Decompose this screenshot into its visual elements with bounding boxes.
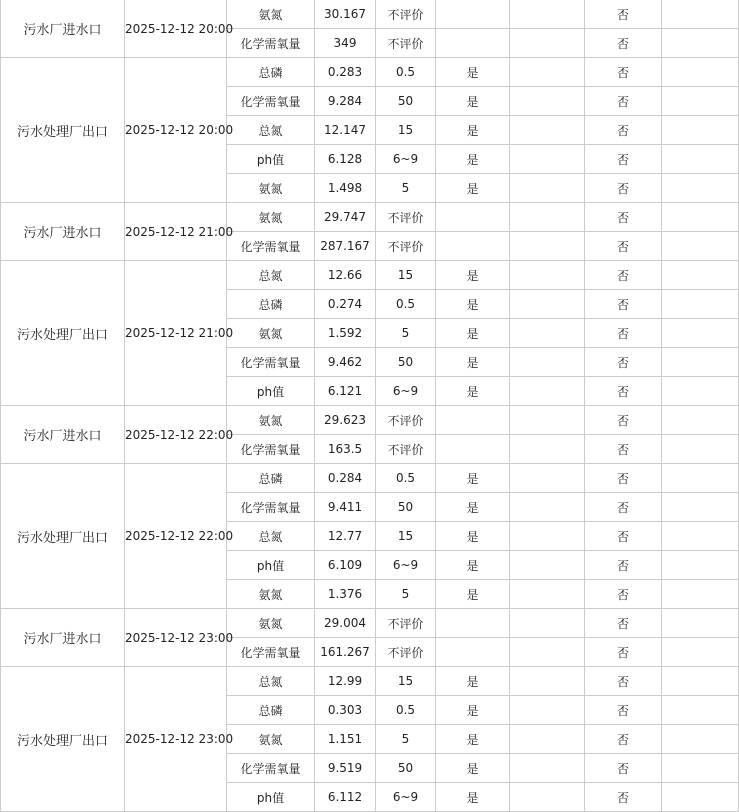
measured-value-cell: 1.376: [315, 580, 376, 609]
standard-limit-cell: 5: [376, 174, 436, 203]
pollutant-cell: 化学需氧量: [227, 232, 315, 261]
empty-cell: [510, 174, 585, 203]
exceed-cell: 否: [585, 87, 662, 116]
standard-limit-cell: 50: [376, 348, 436, 377]
pollutant-cell: 氨氮: [227, 609, 315, 638]
exceed-cell: 否: [585, 232, 662, 261]
standard-limit-cell: 6~9: [376, 377, 436, 406]
standard-limit-cell: 不评价: [376, 232, 436, 261]
compliant-cell: [436, 29, 510, 58]
compliant-cell: 是: [436, 783, 510, 812]
standard-limit-cell: 6~9: [376, 145, 436, 174]
measured-value-cell: 6.128: [315, 145, 376, 174]
standard-limit-cell: 5: [376, 319, 436, 348]
monitor-time-cell: 2025-12-12 20:00: [125, 58, 227, 203]
pollutant-cell: 氨氮: [227, 580, 315, 609]
empty-cell: [510, 522, 585, 551]
measured-value-cell: 6.109: [315, 551, 376, 580]
empty-cell: [510, 464, 585, 493]
measured-value-cell: 0.274: [315, 290, 376, 319]
measured-value-cell: 0.284: [315, 464, 376, 493]
compliant-cell: 是: [436, 377, 510, 406]
measured-value-cell: 9.462: [315, 348, 376, 377]
empty-cell: [662, 290, 739, 319]
exceed-cell: 否: [585, 174, 662, 203]
exceed-cell: 否: [585, 145, 662, 174]
measured-value-cell: 12.66: [315, 261, 376, 290]
exceed-cell: 否: [585, 725, 662, 754]
exceed-cell: 否: [585, 348, 662, 377]
compliant-cell: 是: [436, 551, 510, 580]
standard-limit-cell: 15: [376, 522, 436, 551]
standard-limit-cell: 不评价: [376, 29, 436, 58]
measured-value-cell: 29.747: [315, 203, 376, 232]
table-row: [1, 58, 739, 87]
empty-cell: [510, 29, 585, 58]
empty-cell: [510, 145, 585, 174]
empty-cell: [662, 145, 739, 174]
compliant-cell: 是: [436, 696, 510, 725]
empty-cell: [662, 29, 739, 58]
exceed-cell: 否: [585, 319, 662, 348]
empty-cell: [662, 232, 739, 261]
exceed-cell: 否: [585, 609, 662, 638]
monitor-time-cell: 2025-12-12 20:00: [125, 0, 227, 58]
table-row: [1, 609, 739, 638]
empty-cell: [510, 319, 585, 348]
compliant-cell: 是: [436, 348, 510, 377]
empty-cell: [662, 319, 739, 348]
pollutant-cell: 氨氮: [227, 406, 315, 435]
compliant-cell: 是: [436, 580, 510, 609]
pollutant-cell: 化学需氧量: [227, 435, 315, 464]
empty-cell: [510, 435, 585, 464]
compliant-cell: [436, 232, 510, 261]
exceed-cell: 否: [585, 0, 662, 29]
measured-value-cell: 1.498: [315, 174, 376, 203]
compliant-cell: [436, 203, 510, 232]
site-name-cell: 污水处理厂出口: [1, 667, 125, 812]
standard-limit-cell: 15: [376, 667, 436, 696]
compliant-cell: [436, 0, 510, 29]
pollutant-cell: 总氮: [227, 522, 315, 551]
exceed-cell: 否: [585, 464, 662, 493]
empty-cell: [510, 0, 585, 29]
standard-limit-cell: 不评价: [376, 435, 436, 464]
standard-limit-cell: 5: [376, 725, 436, 754]
table-row: [1, 406, 739, 435]
monitor-time-cell: 2025-12-12 21:00: [125, 261, 227, 406]
empty-cell: [662, 493, 739, 522]
pollutant-cell: 化学需氧量: [227, 348, 315, 377]
pollutant-cell: ph值: [227, 145, 315, 174]
empty-cell: [662, 435, 739, 464]
empty-cell: [510, 87, 585, 116]
compliant-cell: 是: [436, 522, 510, 551]
monitor-time-cell: 2025-12-12 22:00: [125, 464, 227, 609]
compliant-cell: 是: [436, 319, 510, 348]
site-name-cell: 污水处理厂出口: [1, 261, 125, 406]
pollutant-cell: ph值: [227, 551, 315, 580]
measured-value-cell: 29.623: [315, 406, 376, 435]
monitor-time-cell: 2025-12-12 23:00: [125, 667, 227, 812]
pollutant-cell: 化学需氧量: [227, 638, 315, 667]
empty-cell: [662, 638, 739, 667]
measured-value-cell: 1.151: [315, 725, 376, 754]
standard-limit-cell: 0.5: [376, 696, 436, 725]
pollutant-cell: 总磷: [227, 290, 315, 319]
standard-limit-cell: 5: [376, 580, 436, 609]
pollutant-cell: 总氮: [227, 667, 315, 696]
empty-cell: [662, 667, 739, 696]
compliant-cell: 是: [436, 725, 510, 754]
empty-cell: [662, 261, 739, 290]
empty-cell: [510, 232, 585, 261]
site-name-cell: 污水厂进水口: [1, 203, 125, 261]
standard-limit-cell: 6~9: [376, 551, 436, 580]
measured-value-cell: 9.284: [315, 87, 376, 116]
standard-limit-cell: 0.5: [376, 58, 436, 87]
site-name-cell: 污水厂进水口: [1, 406, 125, 464]
measured-value-cell: 12.99: [315, 667, 376, 696]
empty-cell: [510, 696, 585, 725]
empty-cell: [662, 609, 739, 638]
exceed-cell: 否: [585, 638, 662, 667]
compliant-cell: 是: [436, 116, 510, 145]
measured-value-cell: 161.267: [315, 638, 376, 667]
pollutant-cell: 氨氮: [227, 174, 315, 203]
monitor-time-cell: 2025-12-12 21:00: [125, 203, 227, 261]
standard-limit-cell: 15: [376, 261, 436, 290]
empty-cell: [662, 406, 739, 435]
exceed-cell: 否: [585, 58, 662, 87]
compliant-cell: [436, 406, 510, 435]
exceed-cell: 否: [585, 29, 662, 58]
empty-cell: [510, 116, 585, 145]
site-name-cell: 污水处理厂出口: [1, 464, 125, 609]
empty-cell: [510, 203, 585, 232]
empty-cell: [662, 580, 739, 609]
exceed-cell: 否: [585, 493, 662, 522]
empty-cell: [510, 609, 585, 638]
site-name-cell: 污水厂进水口: [1, 609, 125, 667]
measured-value-cell: 29.004: [315, 609, 376, 638]
standard-limit-cell: 不评价: [376, 609, 436, 638]
compliant-cell: 是: [436, 464, 510, 493]
exceed-cell: 否: [585, 261, 662, 290]
empty-cell: [662, 348, 739, 377]
empty-cell: [662, 551, 739, 580]
standard-limit-cell: 6~9: [376, 783, 436, 812]
standard-limit-cell: 50: [376, 493, 436, 522]
empty-cell: [662, 696, 739, 725]
measured-value-cell: 349: [315, 29, 376, 58]
monitor-time-cell: 2025-12-12 22:00: [125, 406, 227, 464]
exceed-cell: 否: [585, 783, 662, 812]
table-row: [1, 0, 739, 29]
measured-value-cell: 12.77: [315, 522, 376, 551]
empty-cell: [510, 377, 585, 406]
site-name-cell: 污水厂进水口: [1, 0, 125, 58]
empty-cell: [510, 261, 585, 290]
compliant-cell: 是: [436, 174, 510, 203]
empty-cell: [662, 754, 739, 783]
pollutant-cell: 总氮: [227, 116, 315, 145]
monitor-time-cell: 2025-12-12 23:00: [125, 609, 227, 667]
pollutant-cell: 总磷: [227, 58, 315, 87]
standard-limit-cell: 不评价: [376, 638, 436, 667]
exceed-cell: 否: [585, 406, 662, 435]
exceed-cell: 否: [585, 522, 662, 551]
empty-cell: [662, 464, 739, 493]
standard-limit-cell: 50: [376, 87, 436, 116]
empty-cell: [662, 116, 739, 145]
empty-cell: [510, 783, 585, 812]
table-row: [1, 667, 739, 696]
empty-cell: [662, 174, 739, 203]
pollutant-cell: 化学需氧量: [227, 754, 315, 783]
pollutant-cell: 氨氮: [227, 0, 315, 29]
pollutant-cell: 化学需氧量: [227, 493, 315, 522]
empty-cell: [510, 754, 585, 783]
exceed-cell: 否: [585, 290, 662, 319]
exceed-cell: 否: [585, 754, 662, 783]
exceed-cell: 否: [585, 580, 662, 609]
measured-value-cell: 163.5: [315, 435, 376, 464]
table-row: [1, 261, 739, 290]
compliant-cell: 是: [436, 290, 510, 319]
monitoring-table-body: [1, 0, 739, 812]
measured-value-cell: 9.411: [315, 493, 376, 522]
empty-cell: [662, 87, 739, 116]
pollutant-cell: 化学需氧量: [227, 87, 315, 116]
pollutant-cell: ph值: [227, 377, 315, 406]
compliant-cell: [436, 609, 510, 638]
standard-limit-cell: 15: [376, 116, 436, 145]
compliant-cell: 是: [436, 87, 510, 116]
exceed-cell: 否: [585, 377, 662, 406]
compliant-cell: 是: [436, 145, 510, 174]
empty-cell: [662, 725, 739, 754]
empty-cell: [510, 725, 585, 754]
measured-value-cell: 9.519: [315, 754, 376, 783]
pollutant-cell: 氨氮: [227, 725, 315, 754]
empty-cell: [662, 58, 739, 87]
empty-cell: [510, 493, 585, 522]
measured-value-cell: 6.121: [315, 377, 376, 406]
measured-value-cell: 0.303: [315, 696, 376, 725]
standard-limit-cell: 不评价: [376, 406, 436, 435]
measured-value-cell: 0.283: [315, 58, 376, 87]
measured-value-cell: 1.592: [315, 319, 376, 348]
empty-cell: [510, 290, 585, 319]
exceed-cell: 否: [585, 551, 662, 580]
empty-cell: [510, 58, 585, 87]
empty-cell: [662, 377, 739, 406]
pollutant-cell: ph值: [227, 783, 315, 812]
exceed-cell: 否: [585, 435, 662, 464]
empty-cell: [510, 580, 585, 609]
pollutant-cell: 氨氮: [227, 319, 315, 348]
standard-limit-cell: 不评价: [376, 0, 436, 29]
exceed-cell: 否: [585, 696, 662, 725]
compliant-cell: [436, 435, 510, 464]
site-name-cell: 污水处理厂出口: [1, 58, 125, 203]
empty-cell: [510, 348, 585, 377]
measured-value-cell: 287.167: [315, 232, 376, 261]
table-row: [1, 464, 739, 493]
measured-value-cell: 6.112: [315, 783, 376, 812]
measured-value-cell: 30.167: [315, 0, 376, 29]
empty-cell: [510, 551, 585, 580]
pollutant-cell: 总磷: [227, 464, 315, 493]
compliant-cell: 是: [436, 261, 510, 290]
measured-value-cell: 12.147: [315, 116, 376, 145]
compliant-cell: 是: [436, 754, 510, 783]
empty-cell: [662, 203, 739, 232]
empty-cell: [662, 522, 739, 551]
pollutant-cell: 化学需氧量: [227, 29, 315, 58]
standard-limit-cell: 不评价: [376, 203, 436, 232]
exceed-cell: 否: [585, 203, 662, 232]
standard-limit-cell: 0.5: [376, 464, 436, 493]
empty-cell: [510, 406, 585, 435]
pollutant-cell: 氨氮: [227, 203, 315, 232]
empty-cell: [662, 0, 739, 29]
empty-cell: [510, 638, 585, 667]
exceed-cell: 否: [585, 116, 662, 145]
standard-limit-cell: 0.5: [376, 290, 436, 319]
compliant-cell: 是: [436, 493, 510, 522]
pollutant-cell: 总氮: [227, 261, 315, 290]
compliant-cell: [436, 638, 510, 667]
compliant-cell: 是: [436, 58, 510, 87]
compliant-cell: 是: [436, 667, 510, 696]
exceed-cell: 否: [585, 667, 662, 696]
pollutant-cell: 总磷: [227, 696, 315, 725]
table-row: [1, 203, 739, 232]
empty-cell: [510, 667, 585, 696]
empty-cell: [662, 783, 739, 812]
standard-limit-cell: 50: [376, 754, 436, 783]
